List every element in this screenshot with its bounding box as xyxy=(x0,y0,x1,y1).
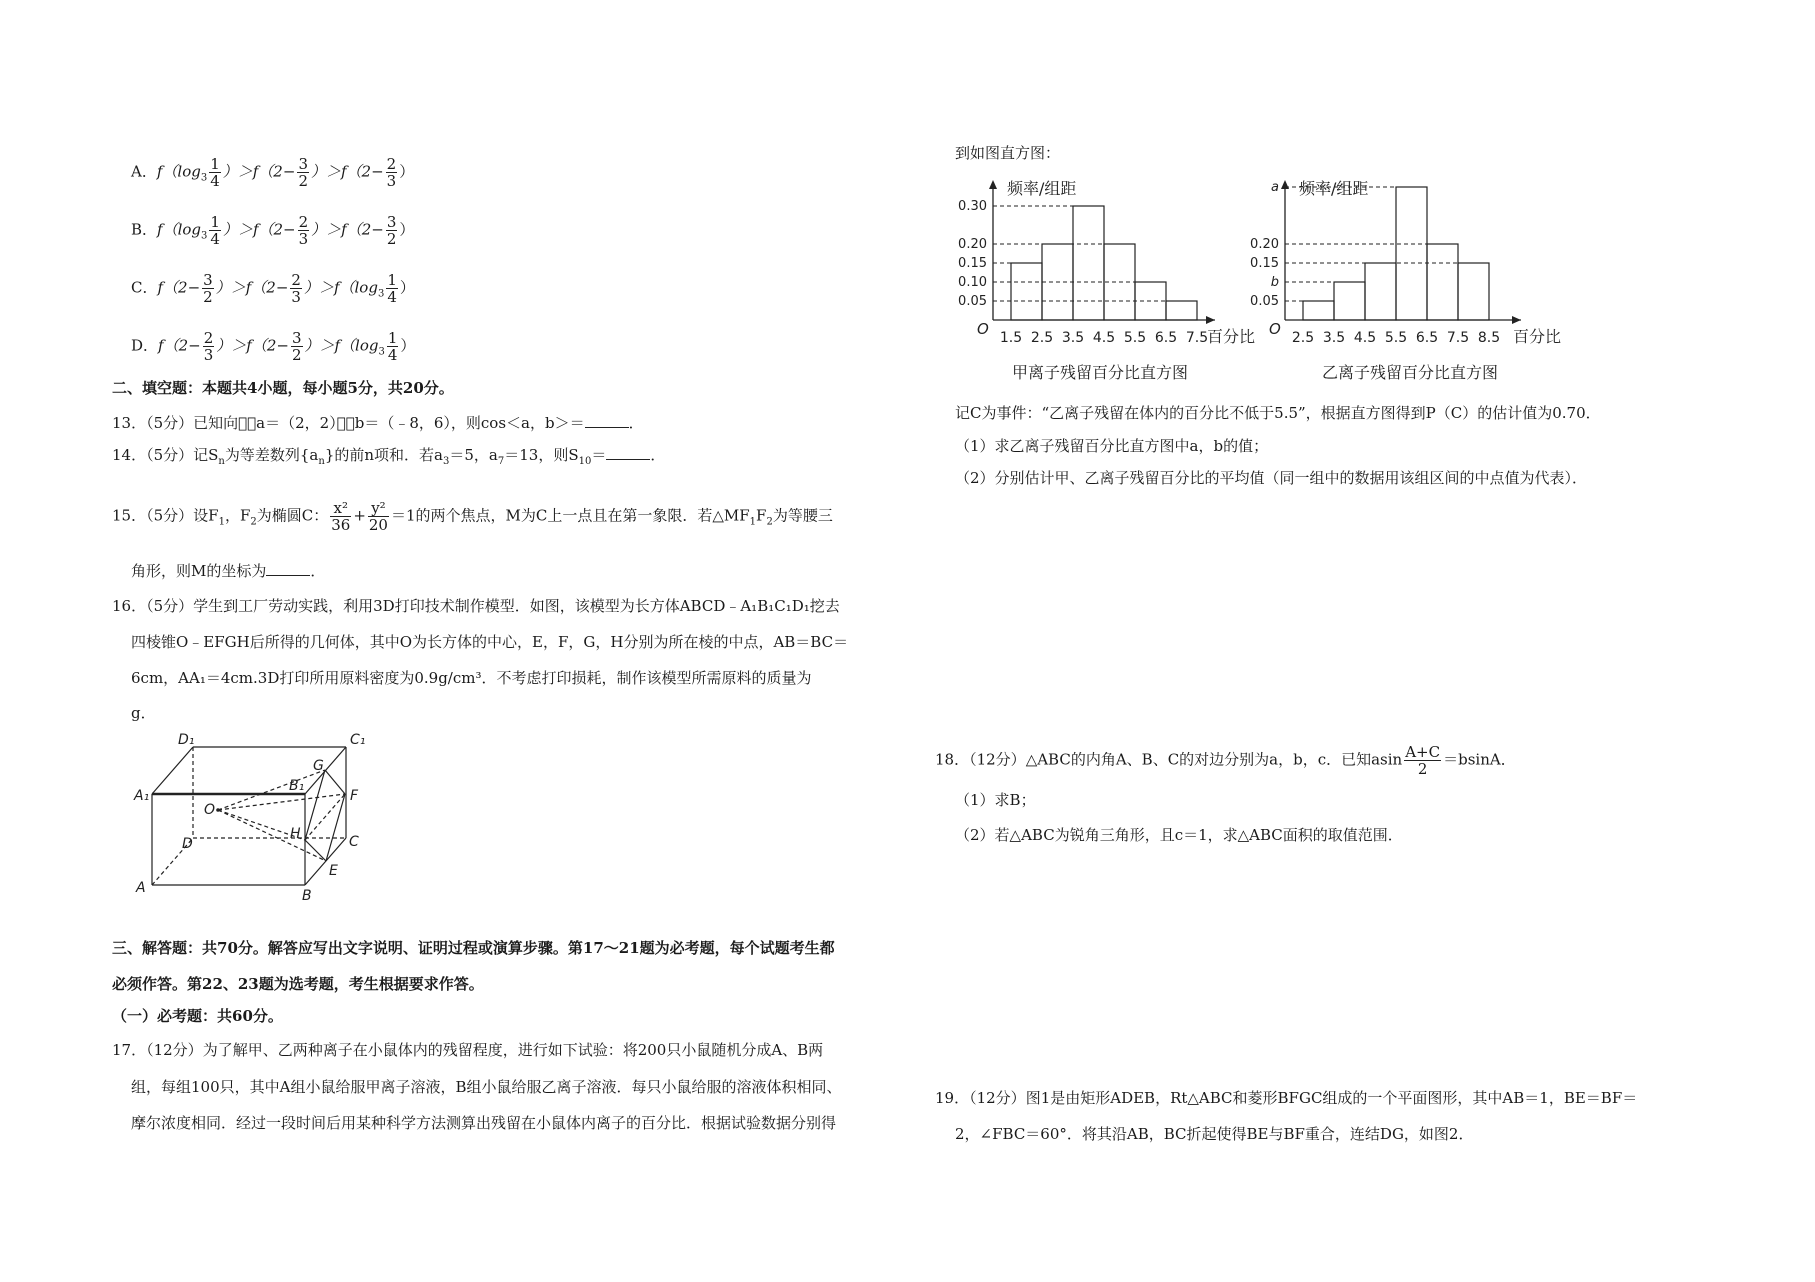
origin-label: O xyxy=(977,320,989,338)
x-tick-label: 6.5 xyxy=(1415,330,1439,346)
section-answer-title: 三、解答题：共70分。解答应写出文字说明、证明过程或演算步骤。第17～21题为必考题，每个试题考生都 xyxy=(112,939,835,957)
answer-blank[interactable] xyxy=(266,561,310,576)
x-tick-label: 2.5 xyxy=(1030,330,1054,346)
question-17-event: 记C为事件：“乙离子残留在体内的百分比不低于5.5”，根据直方图得到P（C）的估计值为0.70． xyxy=(955,404,1601,422)
histogram-bar xyxy=(1334,282,1365,320)
x-axis-arrow xyxy=(1206,316,1215,324)
y-axis-label: 频率/组距 xyxy=(1007,179,1077,198)
x-tick-label: 4.5 xyxy=(1353,330,1377,346)
label-g: G xyxy=(313,758,324,774)
question-17-line4: 到如图直方图： xyxy=(955,144,1061,162)
label-o: O xyxy=(204,802,216,818)
y-tick-label: 0.05 xyxy=(1250,294,1279,309)
y-tick-label: 0.10 xyxy=(958,275,987,290)
y-tick-label: 0.15 xyxy=(1250,256,1279,271)
question-17-line2: 组，每组100只，其中A组小鼠给服甲离子溶液，B组小鼠给服乙离子溶液．每只小鼠给服的溶液体积相同、 xyxy=(131,1078,842,1096)
question-16-line3: 6cm，AA₁＝4cm.3D打印所用原料密度为0.9g/cm³．不考虑打印损耗，制作该模型所需原料的质量为 xyxy=(131,669,812,687)
question-18-sub2: （2）若△ABC为锐角三角形，且c＝1，求△ABC面积的取值范围． xyxy=(955,826,1403,844)
label-h: H xyxy=(290,826,301,842)
question-18-sub1: （1）求B； xyxy=(955,791,1036,809)
histogram-bar xyxy=(1396,187,1427,320)
question-17-sub2: （2）分别估计甲、乙离子残留百分比的平均值（同一组中的数据用该组区间的中点值为代表）． xyxy=(955,469,1588,487)
x-axis-label: 百分比 xyxy=(1513,327,1562,346)
label-b: B xyxy=(302,888,312,904)
x-tick-label: 4.5 xyxy=(1092,330,1116,346)
option-c: C．f（2− $\frac{3}{2}$ ）＞f（2− $\frac{2}{3}$ ）$>f(\log_3$ $\frac{1}{4}$ ） xyxy=(131,271,415,306)
label-d: D xyxy=(182,836,193,852)
question-13: 13．（5分）已知向量a＝（2，2），b＝（﹣8，6），则cos＜a，b＞＝ ． xyxy=(112,414,644,432)
histogram-bar xyxy=(1427,244,1458,320)
label-b1: B₁ xyxy=(289,778,305,794)
question-15-line2: 角形，则M的坐标为 ． xyxy=(131,562,326,580)
histogram-bar xyxy=(1365,263,1396,320)
histogram-jia xyxy=(945,170,1265,395)
y-tick-label: 0.15 xyxy=(958,256,987,271)
label-a1: A₁ xyxy=(134,788,150,804)
y-axis-arrow xyxy=(989,180,997,189)
x-tick-label: 6.5 xyxy=(1154,330,1178,346)
origin-label: O xyxy=(1269,320,1281,338)
x-tick-label: 1.5 xyxy=(999,330,1023,346)
question-14: 14．（5分）记$S_n$为等差数列$\{a_n\}$的前n项和．若$a_3=5$，$a_7=13$，则$S_{10}=$ ． xyxy=(112,446,666,467)
section-fill-title: 二、填空题：本题共4小题，每小题5分，共20分。 xyxy=(112,379,454,397)
question-16: 16．（5分）学生到工厂劳动实践，利用3D打印技术制作模型．如图，该模型为长方体ABCD﹣A₁B₁C₁D₁挖去 xyxy=(112,597,840,615)
x-axis-label: 百分比 xyxy=(1207,327,1256,346)
histogram-bar xyxy=(1073,206,1104,320)
vector-a: a xyxy=(256,414,266,432)
question-19: 19．（12分）图1是由矩形ADEB，Rt△ABC和菱形BFGC组成的一个平面图形，其中AB＝1，BE＝BF＝ xyxy=(935,1089,1638,1107)
x-tick-label: 3.5 xyxy=(1322,330,1346,346)
y-tick-label: b xyxy=(1270,275,1279,290)
question-16-line4: g． xyxy=(131,704,156,722)
x-tick-label: 8.5 xyxy=(1477,330,1501,346)
option-d: D．f（2− $\frac{2}{3}$ ）＞f（2− $\frac{3}{2}$ ）$>f(\log_3$ $\frac{1}{4}$ ） xyxy=(131,329,416,364)
histogram-yi xyxy=(1250,170,1585,395)
x-tick-label: 2.5 xyxy=(1291,330,1315,346)
label-c: C xyxy=(349,834,359,850)
chart-title: 甲离子残留百分比直方图 xyxy=(1011,363,1189,382)
histogram-bar xyxy=(1011,263,1042,320)
cuboid-figure xyxy=(130,730,390,905)
label-a: A xyxy=(136,880,146,896)
label-f: F xyxy=(350,788,359,804)
option-a: A．$f(\log_3$ $\frac{1}{4}$ ）＞f（2− $\frac{3}{2}$ ）＞f（2− $\frac{2}{3}$ ） xyxy=(131,155,415,190)
x-tick-label: 5.5 xyxy=(1123,330,1147,346)
question-15: 15．（5分）设$F_1$，$F_2$为椭圆C： $\frac{\text{x²}}{36}$ + $\frac{\text{y²}}{20}$ ＝1的两个焦点，M为C上一点且在第一象限．若$\triangle MF_1F_2$为等腰三 xyxy=(112,499,833,534)
question-17-sub1: （1）求乙离子残留百分比直方图中a，b的值； xyxy=(955,437,1269,455)
answer-blank[interactable] xyxy=(606,445,650,460)
label-d1: D₁ xyxy=(178,732,195,748)
x-tick-label: 3.5 xyxy=(1061,330,1085,346)
label-c1: C₁ xyxy=(350,732,366,748)
y-axis-arrow xyxy=(1281,180,1289,189)
y-tick-label: 0.30 xyxy=(958,199,987,214)
y-tick-label: 0.05 xyxy=(958,294,987,309)
question-18: 18．（12分）△ABC的内角A、B、C的对边分别为a，b，c．已知asin $\frac{A+C}{2}$ ＝bsinA． xyxy=(935,743,1516,778)
question-16-line2: 四棱锥O﹣EFGH后所得的几何体，其中O为长方体的中心，E，F，G，H分别为所在棱的中点，AB＝BC＝ xyxy=(131,633,849,651)
histogram-bar xyxy=(1458,263,1489,320)
option-b: B．$f(\log_3$ $\frac{1}{4}$ ）＞f（2− $\frac{2}{3}$ ）＞f（2− $\frac{3}{2}$ ） xyxy=(131,213,415,248)
y-tick-label: a xyxy=(1271,180,1279,195)
y-axis-label: 频率/组距 xyxy=(1299,179,1369,198)
vector-b: b xyxy=(354,414,365,432)
x-tick-label: 7.5 xyxy=(1446,330,1470,346)
chart-title: 乙离子残留百分比直方图 xyxy=(1321,363,1499,382)
section-answer-title-2: 必须作答。第22、23题为选考题，考生根据要求作答。 xyxy=(112,975,484,993)
question-17: 17．（12分）为了解甲、乙两种离子在小鼠体内的残留程度，进行如下试验：将200只小鼠随机分成A、B两 xyxy=(112,1041,824,1059)
x-tick-label: 5.5 xyxy=(1384,330,1408,346)
y-tick-label: 0.20 xyxy=(1250,237,1279,252)
question-19-line2: 2，∠FBC＝60°．将其沿AB，BC折起使得BE与BF重合，连结DG，如图2． xyxy=(955,1125,1474,1143)
question-17-line3: 摩尔浓度相同．经过一段时间后用某种科学方法测算出残留在小鼠体内离子的百分比．根据试验数据分别得 xyxy=(131,1114,837,1132)
x-tick-label: 7.5 xyxy=(1185,330,1209,346)
y-tick-label: 0.20 xyxy=(958,237,987,252)
section-required-title: （一）必考题：共60分。 xyxy=(112,1007,283,1025)
x-axis-arrow xyxy=(1512,316,1521,324)
histogram-bar xyxy=(1166,301,1197,320)
histogram-bar xyxy=(1303,301,1334,320)
label-e: E xyxy=(329,863,338,879)
answer-blank[interactable] xyxy=(585,413,629,428)
